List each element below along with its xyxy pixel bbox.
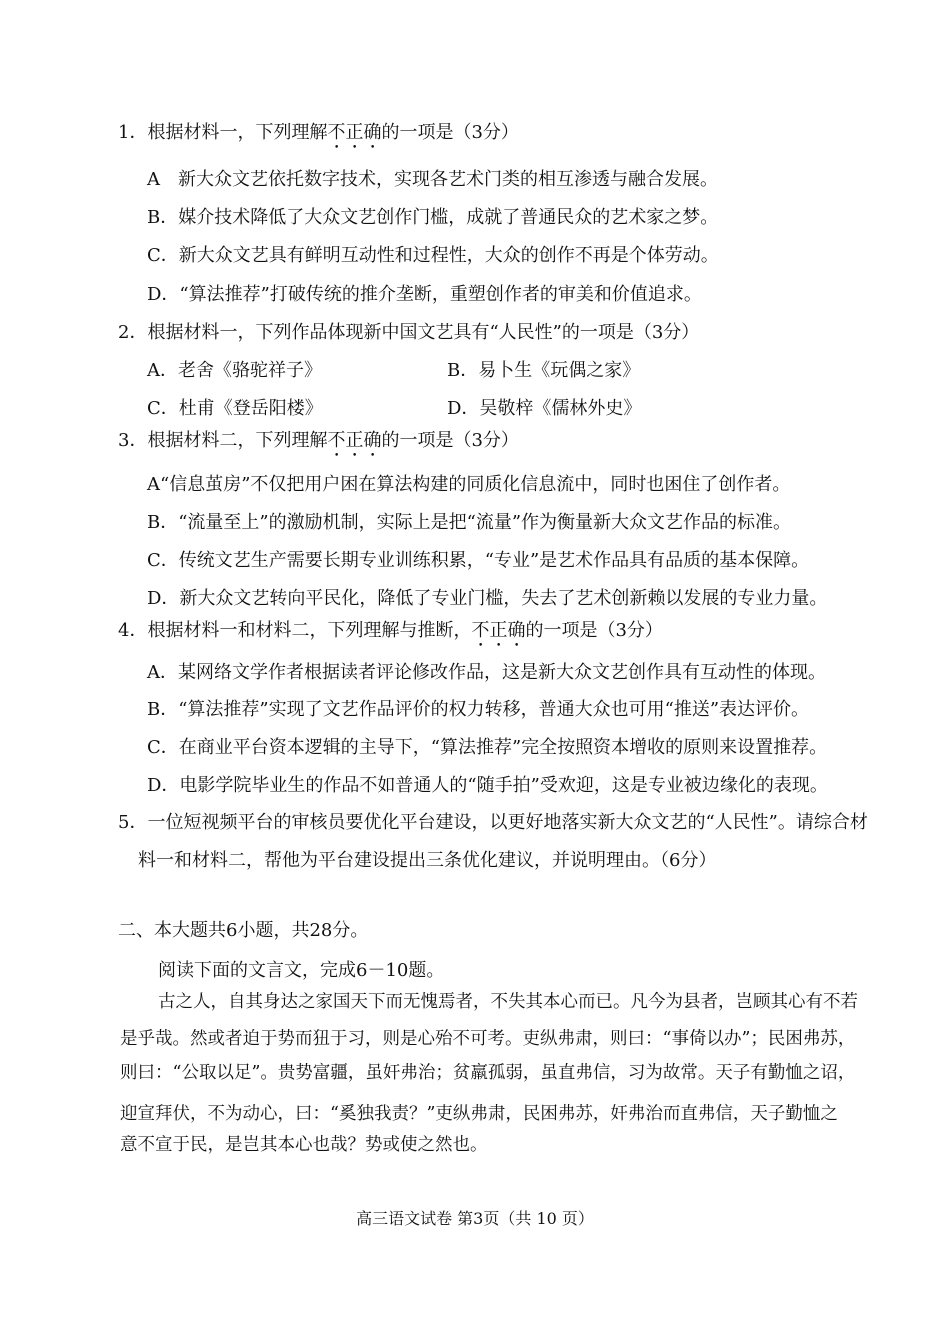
passage-line-3: 则曰：“公取以足”。贵势富疆，虽奸弗治；贫羸孤弱，虽直弗信，习为故常。天子有勤恤之诏， <box>120 1063 856 1083</box>
q1-option-c: C．新大众文艺具有鲜明互动性和过程性，大众的创作不再是个体劳动。 <box>147 245 719 266</box>
emphasized-word: 不正确 <box>327 430 382 451</box>
q4-stem: 4．根据材料一和材料二，下列理解与推断，不正确的一项是（3分） <box>118 620 663 641</box>
passage-line-5: 意不宣于民，是岂其本心也哉？势或使之然也。 <box>120 1135 488 1155</box>
section-2-instruction: 阅读下面的文言文，完成6－10题。 <box>158 960 445 981</box>
q3-option-c: C．传统文艺生产需要长期专业训练积累，“专业”是艺术作品具有品质的基本保障。 <box>147 550 810 571</box>
q3-option-d: D．新大众文艺转向平民化，降低了专业门槛，失去了艺术创新赖以发展的专业力量。 <box>147 588 828 609</box>
q5-line-2: 料一和材料二，帮他为平台建设提出三条优化建议，并说明理由。（6分） <box>138 850 717 871</box>
q3-option-a: A“信息茧房”不仅把用户困在算法构建的同质化信息流中，同时也困住了创作者。 <box>147 474 791 495</box>
q4-option-d: D．电影学院毕业生的作品不如普通人的“随手拍”受欢迎，这是专业被边缘化的表现。 <box>147 775 828 796</box>
q1-option-d: D．“算法推荐”打破传统的推介垄断，重塑创作者的审美和价值追求。 <box>147 284 702 305</box>
q2-option-d: D．吴敬梓《儒林外史》 <box>447 398 642 419</box>
q1-option-b: B．媒介技术降低了大众文艺创作门槛，成就了普通民众的艺术家之梦。 <box>147 207 719 228</box>
passage-line-4: 迎宣拜伏，不为动心，曰：“奚独我责？”吏纵弗肃，民困弗苏，奸弗治而直弗信，天子勤恤之 <box>120 1104 838 1124</box>
q4-option-b: B．“算法推荐”实现了文艺作品评价的权力转移，普通大众也可用“推送”表达评价。 <box>147 699 810 720</box>
q3-option-b: B．“流量至上”的激励机制，实际上是把“流量”作为衡量新大众文艺作品的标准。 <box>147 512 792 533</box>
q1-option-a: A 新大众文艺依托数字技术，实现各艺术门类的相互渗透与融合发展。 <box>147 169 718 190</box>
q5-line-1: 5．一位短视频平台的审核员要优化平台建设，以更好地落实新大众文艺的“人民性”。请综合材 <box>118 812 868 833</box>
q4-option-c: C．在商业平台资本逻辑的主导下，“算法推荐”完全按照资本增收的原则来设置推荐。 <box>147 737 828 758</box>
section-2-heading: 二、本大题共6小题，共28分。 <box>118 920 369 941</box>
page-footer: 高三语文试卷 第3页（共 10 页） <box>356 1209 594 1228</box>
passage-line-2: 是乎哉。然或者迫于势而狃于习，则是心殆不可考。吏纵弗肃，则曰：“事倚以办”；民困弗苏， <box>120 1029 856 1049</box>
q4-option-a: A．某网络文学作者根据读者评论修改作品，这是新大众文艺创作具有互动性的体现。 <box>147 662 826 683</box>
q2-stem: 2．根据材料一，下列作品体现新中国文艺具有“人民性”的一项是（3分） <box>118 322 700 343</box>
q2-option-a: A．老舍《骆驼祥子》 <box>147 360 322 381</box>
emphasized-word: 不正确 <box>327 122 382 143</box>
q3-stem: 3．根据材料二，下列理解不正确的一项是（3分） <box>118 430 519 451</box>
emphasized-word: 不正确 <box>471 620 526 641</box>
passage-line-1: 古之人，自其身达之家国天下而无愧焉者，不失其本心而已。凡今为县者，岂顾其心有不若 <box>158 992 858 1012</box>
q1-stem: 1．根据材料一，下列理解不正确的一项是（3分） <box>118 122 519 143</box>
q2-option-c: C．杜甫《登岳阳楼》 <box>147 398 323 419</box>
q2-option-b: B．易卜生《玩偶之家》 <box>447 360 641 381</box>
